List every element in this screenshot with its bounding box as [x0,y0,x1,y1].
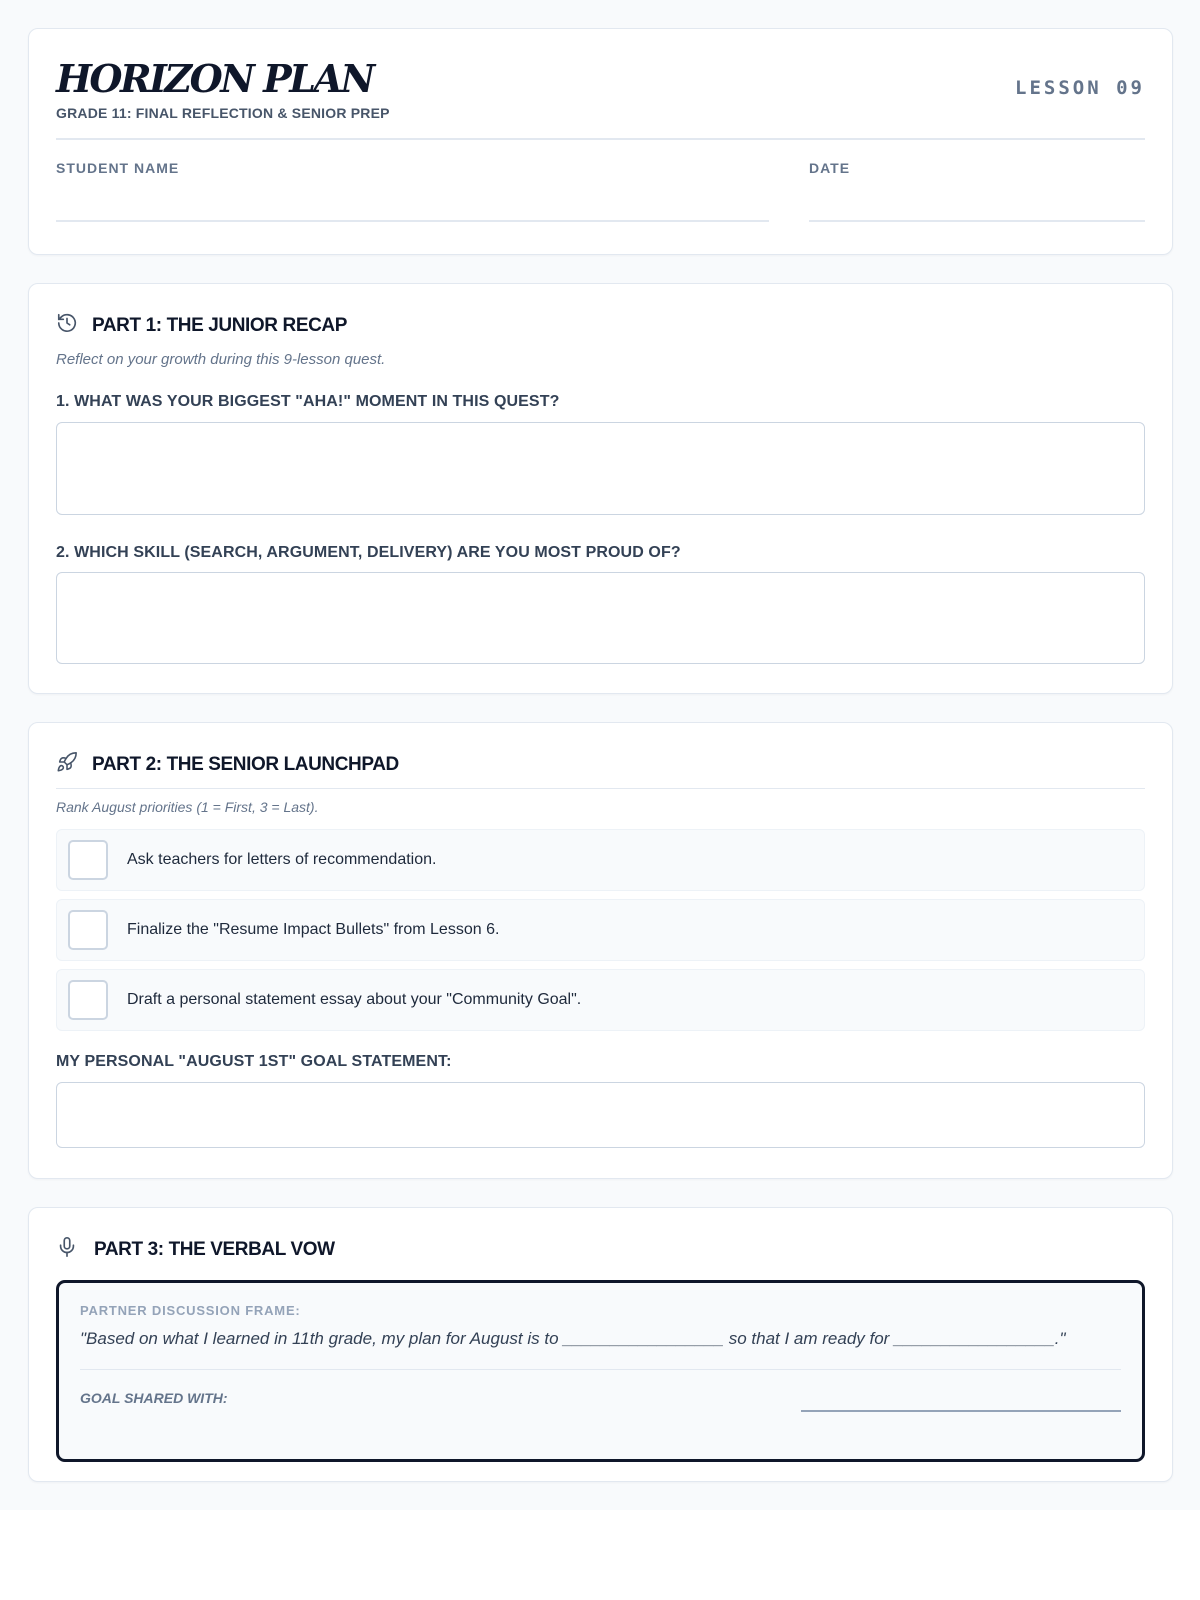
discussion-frame-text: "Based on what I learned in 11th grade, my plan for August is to _________________ so that I am ready for _________________." [80,1326,1121,1370]
priority-item [56,969,1145,1031]
priority-list [56,829,1145,1031]
student-name-label: STUDENT NAME [56,160,180,176]
part3-heading [56,1235,1145,1264]
question-2-label: 2. WHICH SKILL (SEARCH, ARGUMENT, DELIVERY) ARE YOU MOST PROUD OF? [56,544,681,561]
rocket-icon [56,751,78,778]
priority-text: Ask teachers for letters of recommendation. [127,851,437,868]
header-card [28,28,1173,255]
part3-title: PART 3: THE VERBAL VOW [94,1238,335,1260]
page-subtitle: GRADE 11: FINAL REFLECTION & SENIOR PREP [56,105,390,121]
rank-input-box[interactable] [68,910,108,950]
part3-card [28,1207,1173,1482]
microphone-icon [56,1235,78,1264]
part1-note: Reflect on your growth during this 9-lesson quest. [56,351,386,368]
part1-title: PART 1: THE JUNIOR RECAP [92,314,348,336]
date-line[interactable] [809,220,1145,222]
discussion-frame [56,1280,1145,1462]
priority-text: Draft a personal statement essay about your "Community Goal". [127,991,582,1008]
header-top [56,29,1145,140]
history-icon [56,312,78,339]
priority-item [56,829,1145,891]
page-title: HORIZON PLAN [56,56,373,101]
part1-heading [56,312,1145,339]
student-name-line[interactable] [56,220,769,222]
student-fields [56,140,1145,222]
question-1-label: 1. WHAT WAS YOUR BIGGEST "AHA!" MOMENT IN THIS QUEST? [56,393,560,410]
brand-block [56,57,390,121]
question-2-answer-box[interactable] [56,572,1145,664]
lesson-badge: LESSON 09 [1015,77,1145,99]
priority-text: Finalize the "Resume Impact Bullets" from Lesson 6. [127,921,500,938]
date-label: DATE [809,160,851,176]
rank-input-box[interactable] [68,980,108,1020]
goal-statement-box[interactable] [56,1082,1145,1148]
goal-shared-row [80,1370,1121,1414]
rank-input-box[interactable] [68,840,108,880]
part2-card [28,722,1173,1179]
goal-shared-label: GOAL SHARED WITH: [80,1390,228,1406]
part2-title: PART 2: THE SENIOR LAUNCHPAD [92,753,399,775]
goal-statement-label: MY PERSONAL "AUGUST 1ST" GOAL STATEMENT: [56,1053,452,1070]
discussion-frame-label: PARTNER DISCUSSION FRAME: [80,1303,301,1318]
goal-shared-line[interactable] [801,1410,1121,1412]
priority-item [56,899,1145,961]
date-field[interactable] [809,160,1145,222]
part2-note: Rank August priorities (1 = First, 3 = Last). [56,799,319,815]
student-name-field[interactable] [56,160,769,222]
part2-heading [56,751,1145,789]
part1-card [28,283,1173,694]
question-1-answer-box[interactable] [56,422,1145,515]
